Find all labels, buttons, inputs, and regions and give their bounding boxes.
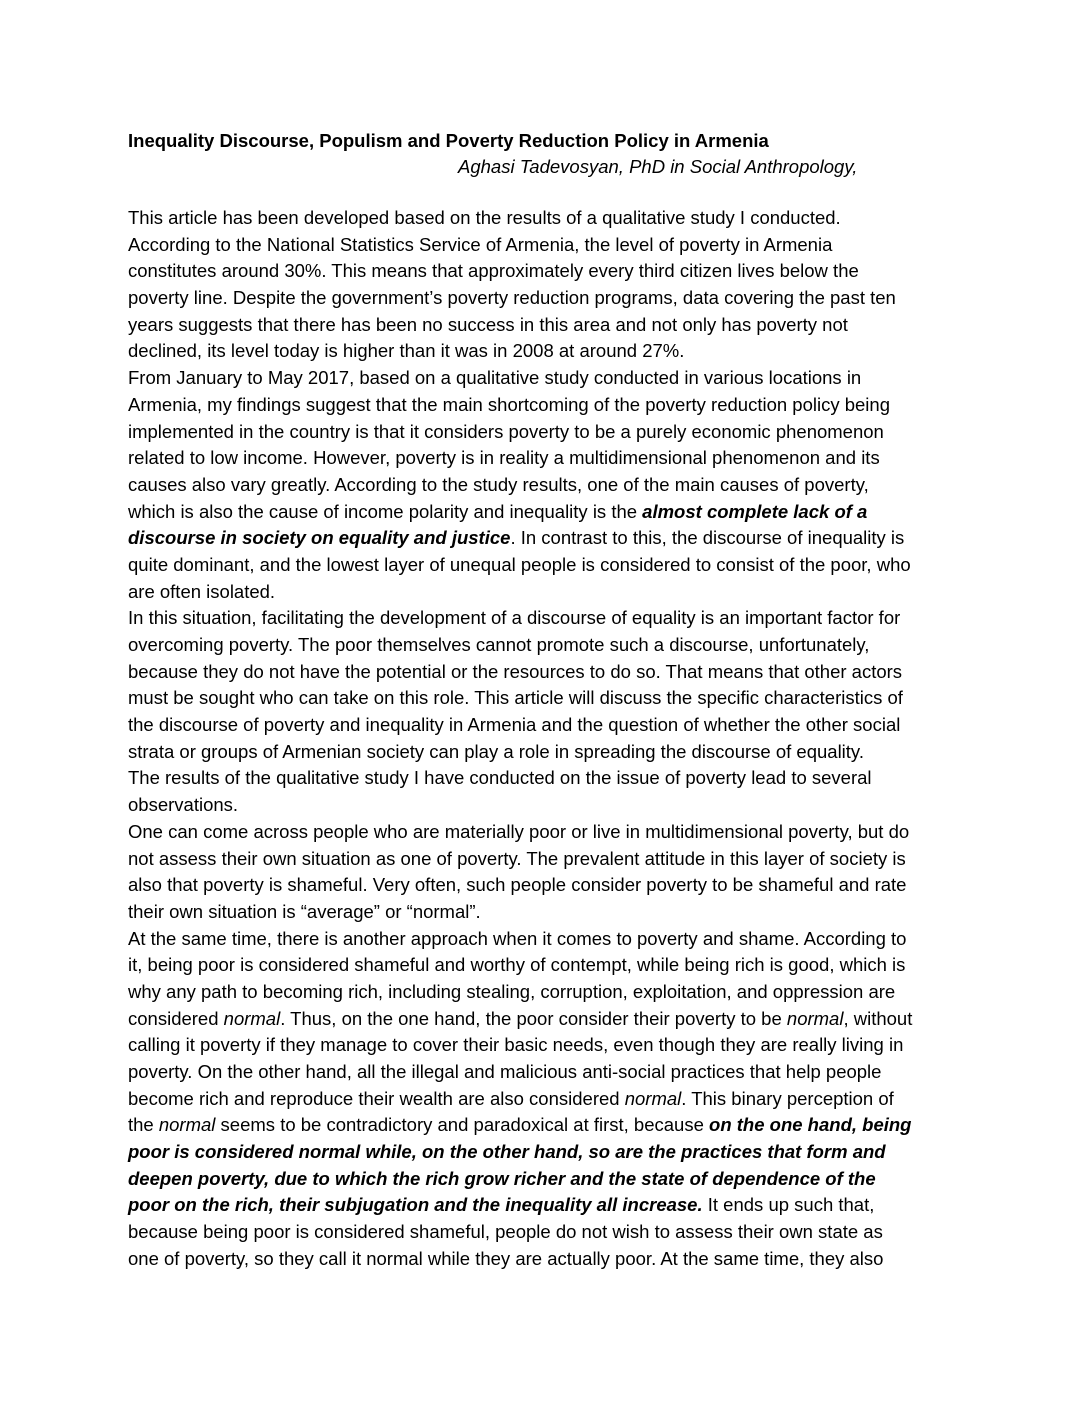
text-run: overcoming poverty. The poor themselves cannot promote such a discourse, unfortunately, xyxy=(128,634,870,655)
text-line xyxy=(128,872,968,899)
text-line xyxy=(128,1032,968,1059)
text-line xyxy=(128,659,968,686)
text-run: declined, its level today is higher than it was in 2008 at around 27%. xyxy=(128,340,685,362)
text-line xyxy=(128,499,968,526)
text-run: because they do not have the potential or the resources to do so. That means that other actors xyxy=(128,660,903,682)
text-line xyxy=(128,1166,968,1193)
text-run: causes also vary greatly. According to the study results, one of the main causes of poverty, xyxy=(128,473,869,495)
text-run: strata or groups of Armenian society can play a role in spreading the discourse of equality. xyxy=(128,740,864,762)
text-line xyxy=(128,739,968,766)
text-run: The results of the qualitative study I have conducted on the issue of poverty lead to several xyxy=(128,767,872,789)
text-line xyxy=(128,792,968,819)
text-line xyxy=(128,846,968,873)
emphasis-bold-italic: almost complete lack of a xyxy=(642,500,868,522)
text-line xyxy=(128,472,968,499)
emphasis-italic: normal xyxy=(786,1007,844,1029)
text-run: calling it poverty if they manage to cover their basic needs, even though they are really living in xyxy=(128,1034,904,1056)
text-run: seems to be contradictory and paradoxical at first, because xyxy=(215,1114,710,1136)
text-line xyxy=(128,285,968,312)
text-run: . In contrast to this, the discourse of inequality is xyxy=(510,527,905,549)
text-line xyxy=(128,312,968,339)
text-run: quite dominant, and the lowest layer of unequal people is considered to consist of the poor, who xyxy=(128,553,911,575)
text-line xyxy=(128,392,968,419)
text-run: are often isolated. xyxy=(128,580,276,602)
text-run: One can come across people who are materially poor or live in multidimensional poverty, but do xyxy=(128,820,910,842)
text-run: . Thus, on the one hand, the poor consider their poverty to be xyxy=(280,1007,787,1029)
emphasis-bold-italic: poor on the rich, their subjugation and the inequality all increase. xyxy=(128,1194,703,1216)
emphasis-italic: normal xyxy=(624,1087,682,1109)
text-run: constitutes around 30%. This means that approximately every third citizen lives below the xyxy=(128,260,859,282)
text-run: one of poverty, so they call it normal while they are actually poor. At the same time, they also xyxy=(128,1247,884,1269)
text-run: , without xyxy=(843,1007,913,1029)
text-run: poverty. On the other hand, all the illegal and malicious anti-social practices that help people xyxy=(128,1061,882,1082)
text-line xyxy=(128,579,968,606)
text-line xyxy=(128,605,968,632)
text-line xyxy=(128,685,968,712)
article-title: Inequality Discourse, Populism and Poverty Reduction Policy in Armenia xyxy=(128,130,769,151)
author-line: Aghasi Tadevosyan, PhD in Social Anthropology, xyxy=(458,156,858,177)
text-line xyxy=(128,1112,968,1139)
text-run: . This binary perception of xyxy=(681,1087,894,1109)
text-line xyxy=(128,1059,968,1086)
text-run: years suggests that there has been no success in this area and not only has poverty not xyxy=(128,313,848,335)
text-line xyxy=(128,258,968,285)
text-line xyxy=(128,712,968,739)
text-line xyxy=(128,205,968,232)
text-line xyxy=(128,1246,968,1273)
text-line xyxy=(128,952,968,979)
text-run: It ends up such that, xyxy=(702,1194,875,1216)
text-run: considered xyxy=(128,1007,224,1029)
text-run: poverty line. Despite the government’s poverty reduction programs, data covering the past ten xyxy=(128,287,896,309)
text-line xyxy=(128,979,968,1006)
text-line xyxy=(128,899,968,926)
text-run: Armenia, my findings suggest that the main shortcoming of the poverty reduction policy being xyxy=(128,393,890,415)
text-line xyxy=(128,765,968,792)
text-line xyxy=(128,1139,968,1166)
text-run: observations. xyxy=(128,794,239,816)
text-line xyxy=(128,1086,968,1113)
text-line xyxy=(128,445,968,472)
text-line xyxy=(128,1006,968,1033)
text-run: must be sought who can take on this role. This article will discuss the specific characteristics of xyxy=(128,687,903,709)
text-line xyxy=(128,632,968,659)
text-run: it, being poor is considered shameful and worthy of contempt, while being rich is good, which is xyxy=(128,954,906,976)
text-run: From January to May 2017, based on a qualitative study conducted in various locations in xyxy=(128,367,862,389)
text-run: This article has been developed based on the results of a qualitative study I conducted. xyxy=(128,207,841,228)
text-run: their own situation is “average” or “normal”. xyxy=(128,900,481,922)
emphasis-bold-italic: poor is considered normal while, on the other hand, so are the practices that form and xyxy=(128,1141,886,1163)
emphasis-bold-italic: discourse in society on equality and justice xyxy=(128,527,511,549)
text-run: the discourse of poverty and inequality in Armenia and the question of whether the other social xyxy=(128,714,901,736)
article-body xyxy=(128,205,968,1273)
text-run: which is also the cause of income polarity and inequality is the xyxy=(128,500,643,522)
text-line xyxy=(128,1192,968,1219)
text-run: In this situation, facilitating the development of a discourse of equality is an important factor for xyxy=(128,607,901,629)
text-line xyxy=(128,552,968,579)
text-line xyxy=(128,525,968,552)
text-run: the xyxy=(128,1114,159,1136)
text-run: At the same time, there is another approach when it comes to poverty and shame. According to xyxy=(128,927,907,949)
text-run: become rich and reproduce their wealth are also considered xyxy=(128,1087,625,1109)
emphasis-bold-italic: on the one hand, being xyxy=(709,1114,912,1136)
text-run: related to low income. However, poverty is in reality a multidimensional phenomenon and its xyxy=(128,447,880,469)
text-run: why any path to becoming rich, including stealing, corruption, exploitation, and oppression are xyxy=(128,980,896,1002)
text-run: because being poor is considered shameful, people do not wish to assess their own state as xyxy=(128,1221,883,1243)
text-run: According to the National Statistics Service of Armenia, the level of poverty in Armenia xyxy=(128,233,833,255)
text-run: also that poverty is shameful. Very often, such people consider poverty to be shameful and rate xyxy=(128,874,907,896)
text-run: implemented in the country is that it considers poverty to be a purely economic phenomenon xyxy=(128,420,884,442)
text-line xyxy=(128,926,968,953)
emphasis-bold-italic: deepen poverty, due to which the rich grow richer and the state of dependence of the xyxy=(128,1167,876,1189)
text-line xyxy=(128,232,968,259)
text-run: not assess their own situation as one of poverty. The prevalent attitude in this layer of society is xyxy=(128,847,906,869)
emphasis-italic: normal xyxy=(223,1007,281,1029)
emphasis-italic: normal xyxy=(158,1114,216,1136)
text-line xyxy=(128,338,968,365)
text-line xyxy=(128,819,968,846)
text-line xyxy=(128,1219,968,1246)
text-line xyxy=(128,365,968,392)
text-line xyxy=(128,419,968,446)
